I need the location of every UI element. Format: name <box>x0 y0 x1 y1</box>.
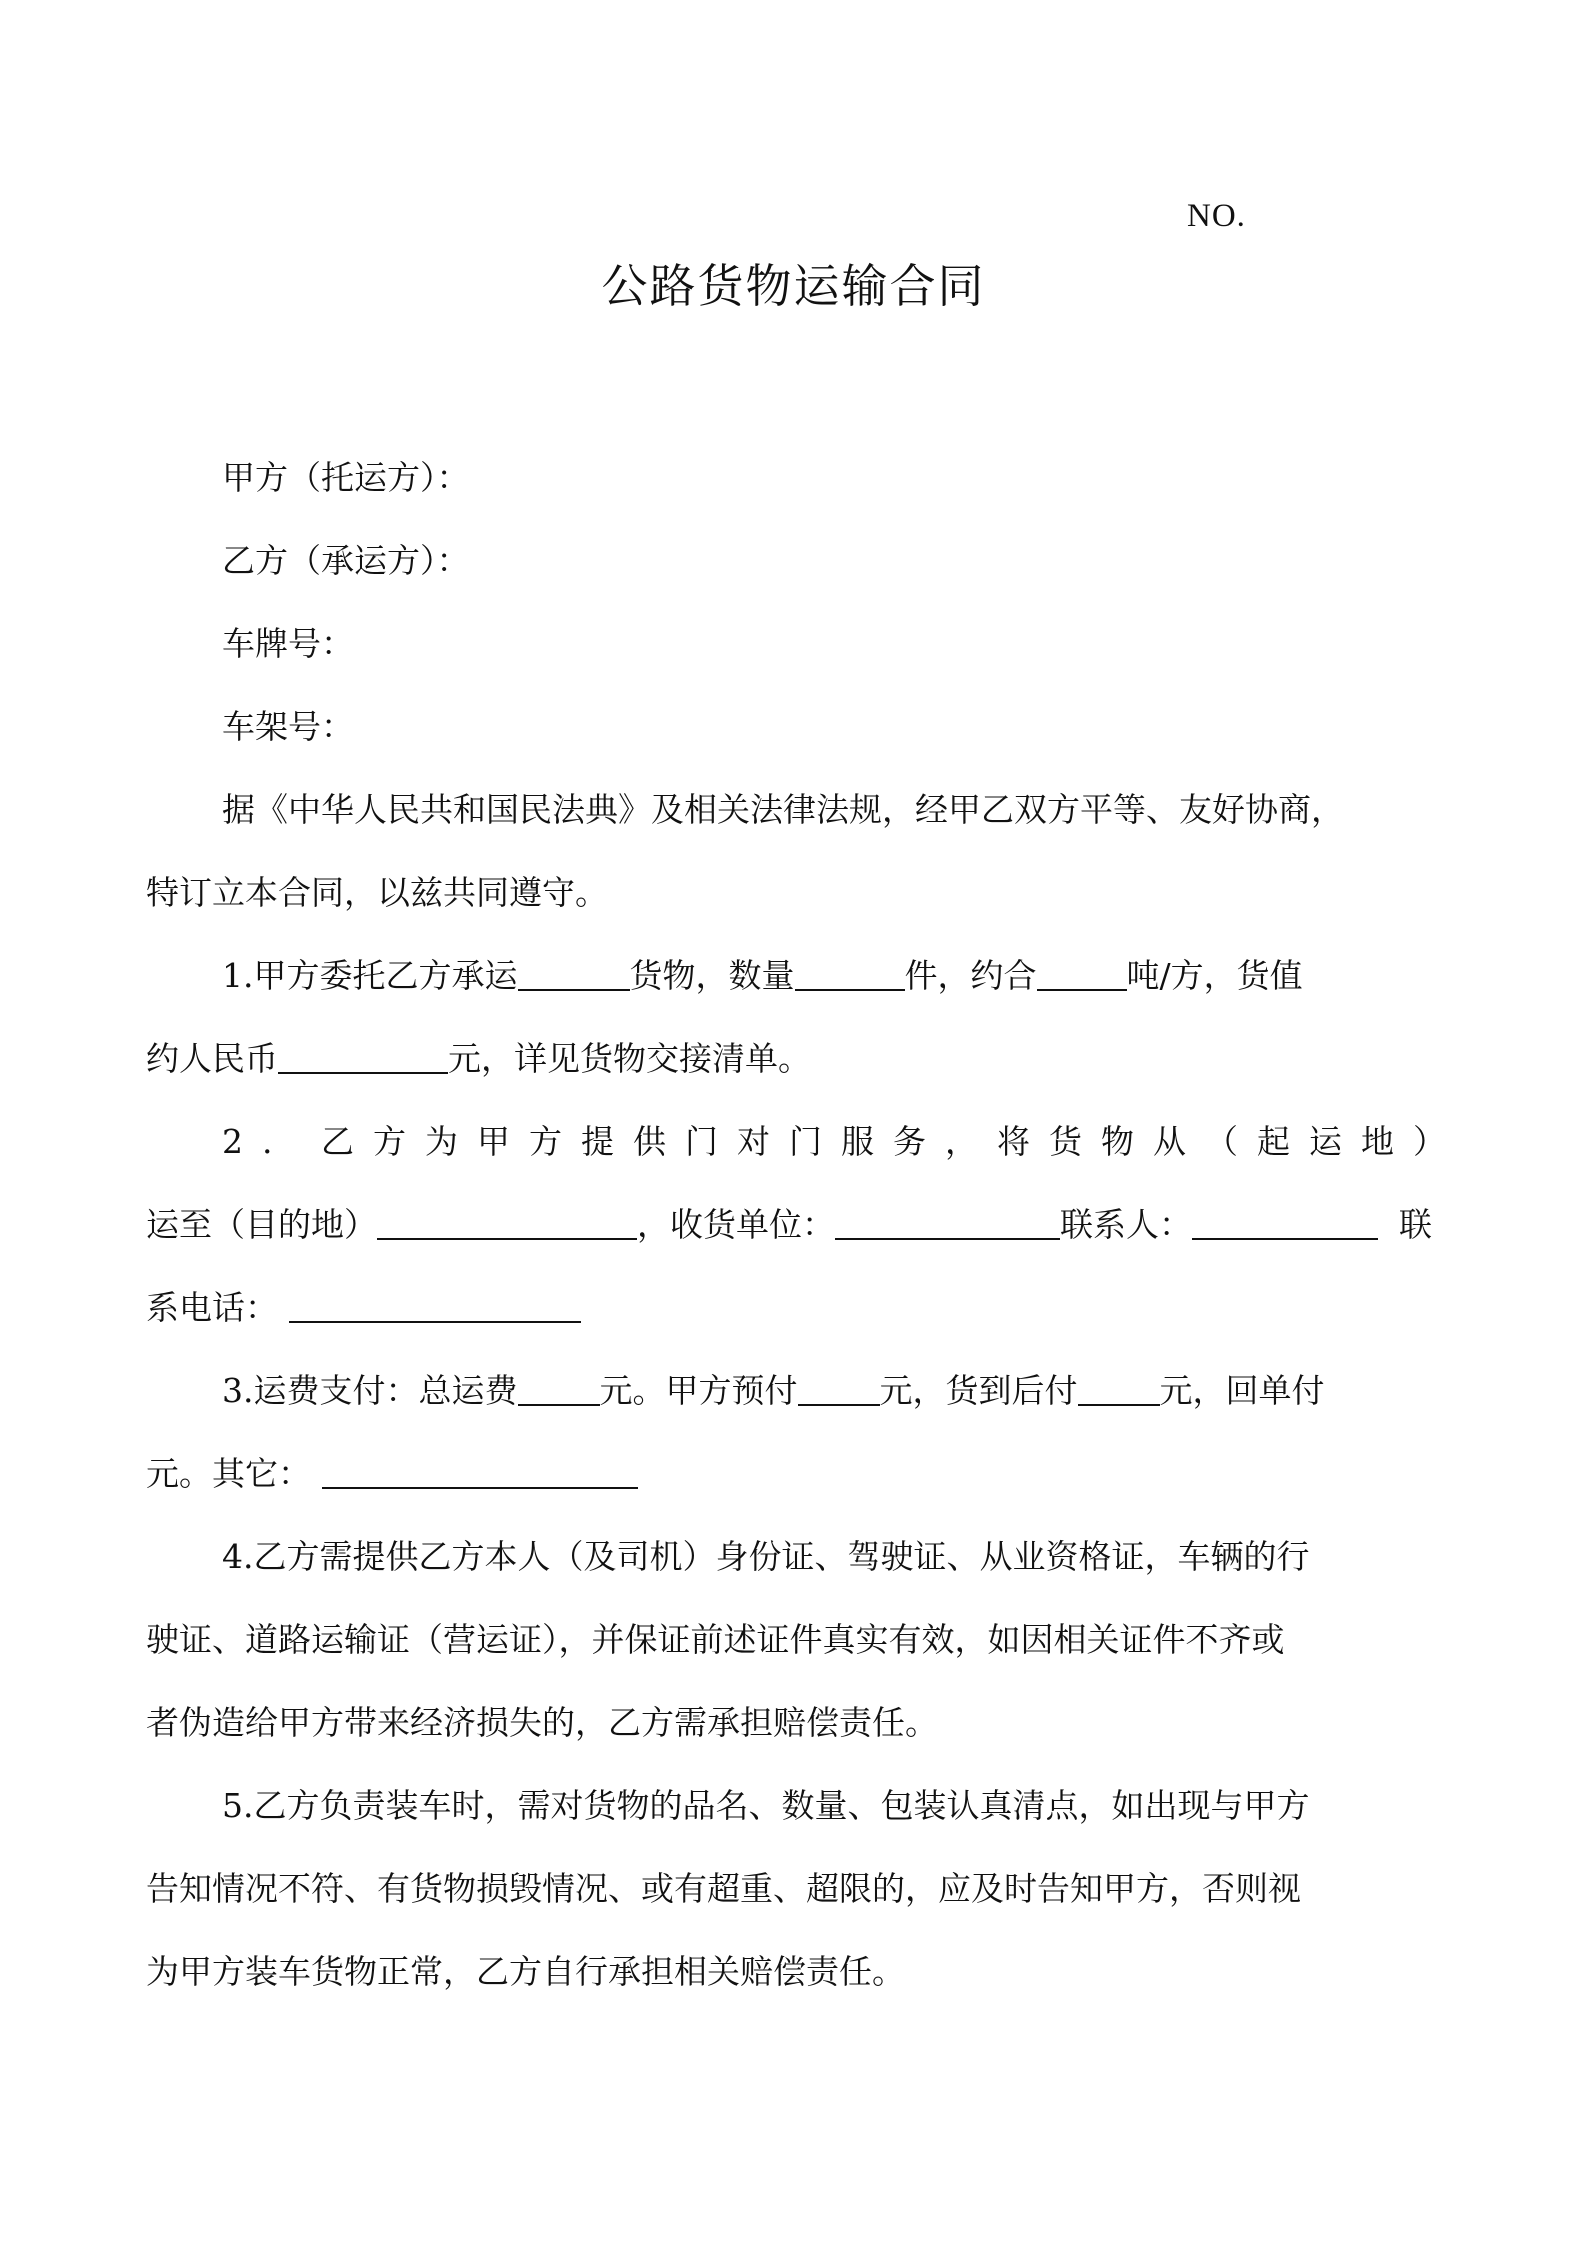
total-freight-blank <box>518 1374 600 1406</box>
document-title: 公路货物运输合同 <box>601 259 986 313</box>
clause-1-line-2 <box>146 1017 1446 1100</box>
clause-5-line-2: 告知情况不符、有货物损毁情况、或有超重、超限的，应及时告知甲方，否则视 <box>146 1869 1301 1908</box>
quantity-blank <box>795 959 905 991</box>
clause-2-line-3 <box>146 1266 1446 1349</box>
clause-5-line-3: 为甲方装车货物正常，乙方自行承担相关赔偿责任。 <box>146 1952 905 1991</box>
document-number: NO. <box>1187 198 1246 234</box>
party-a-line: 甲方（托运方）： <box>222 458 470 497</box>
cargo-value-blank <box>278 1042 448 1074</box>
clause-3-line-1 <box>146 1349 1446 1432</box>
consignee-blank <box>835 1208 1060 1240</box>
contract-body <box>146 436 1465 2013</box>
plate-number-line: 车牌号： <box>222 624 354 663</box>
clause-2-text-d: 联 <box>1398 1205 1432 1244</box>
clause-2-text-b: ，收货单位： <box>637 1205 835 1244</box>
destination-blank <box>377 1208 637 1240</box>
cargo-name-blank <box>518 959 630 991</box>
intro-line-1: 据《中华人民共和国民法典》及相关法律法规，经甲乙双方平等、友好协商， <box>222 790 1344 829</box>
clause-1-text-a: 1.甲方委托乙方承运 <box>222 956 518 995</box>
clause-1-text-c: 件，约合 <box>904 956 1037 995</box>
other-terms-blank <box>322 1457 638 1489</box>
clause-1-text-d: 吨/方，货值 <box>1126 956 1303 995</box>
clause-3-text-c: 元，货到后付 <box>879 1371 1078 1410</box>
clause-3-text-d: 元，回单付 <box>1159 1371 1325 1410</box>
clause-1-line-1 <box>146 934 1446 1017</box>
prepaid-blank <box>798 1374 880 1406</box>
clause-2-text-e: 系电话： <box>146 1288 278 1327</box>
clause-3-line-2 <box>146 1432 1446 1515</box>
clause-5-line-1: 5.乙方负责装车时，需对货物的品名、数量、包装认真清点，如出现与甲方 <box>222 1786 1310 1825</box>
clause-2-text-a: 运至（目的地） <box>146 1205 377 1244</box>
clause-1-text-b: 货物，数量 <box>629 956 795 995</box>
frame-number-line: 车架号： <box>222 707 354 746</box>
clause-1-text-f: 元，详见货物交接清单。 <box>448 1039 811 1078</box>
contact-phone-blank <box>289 1291 581 1323</box>
clause-2-line-1: 2. 乙方为甲方提供门对门服务，将货物从（起运地） <box>222 1122 1465 1161</box>
clause-1-text-e: 约人民币 <box>146 1039 278 1078</box>
intro-line-2: 特订立本合同，以兹共同遵守。 <box>146 873 608 912</box>
tonnage-blank <box>1037 959 1127 991</box>
clause-3-text-b: 元。甲方预付 <box>599 1371 798 1410</box>
party-b-line: 乙方（承运方）： <box>222 541 470 580</box>
clause-4-line-1: 4.乙方需提供乙方本人（及司机）身份证、驾驶证、从业资格证，车辆的行 <box>222 1537 1310 1576</box>
clause-4-line-3: 者伪造给甲方带来经济损失的，乙方需承担赔偿责任。 <box>146 1703 938 1742</box>
clause-3-text-a: 3.运费支付：总运费 <box>222 1371 518 1410</box>
cod-blank <box>1078 1374 1160 1406</box>
clause-3-text-e: 元。其它： <box>146 1454 311 1493</box>
clause-4-line-2: 驶证、道路运输证（营运证），并保证前述证件真实有效，如因相关证件不齐或 <box>146 1620 1285 1659</box>
clause-2-text-c: 联系人： <box>1060 1205 1192 1244</box>
clause-2-line-2 <box>146 1183 1446 1266</box>
contact-person-blank <box>1192 1208 1378 1240</box>
